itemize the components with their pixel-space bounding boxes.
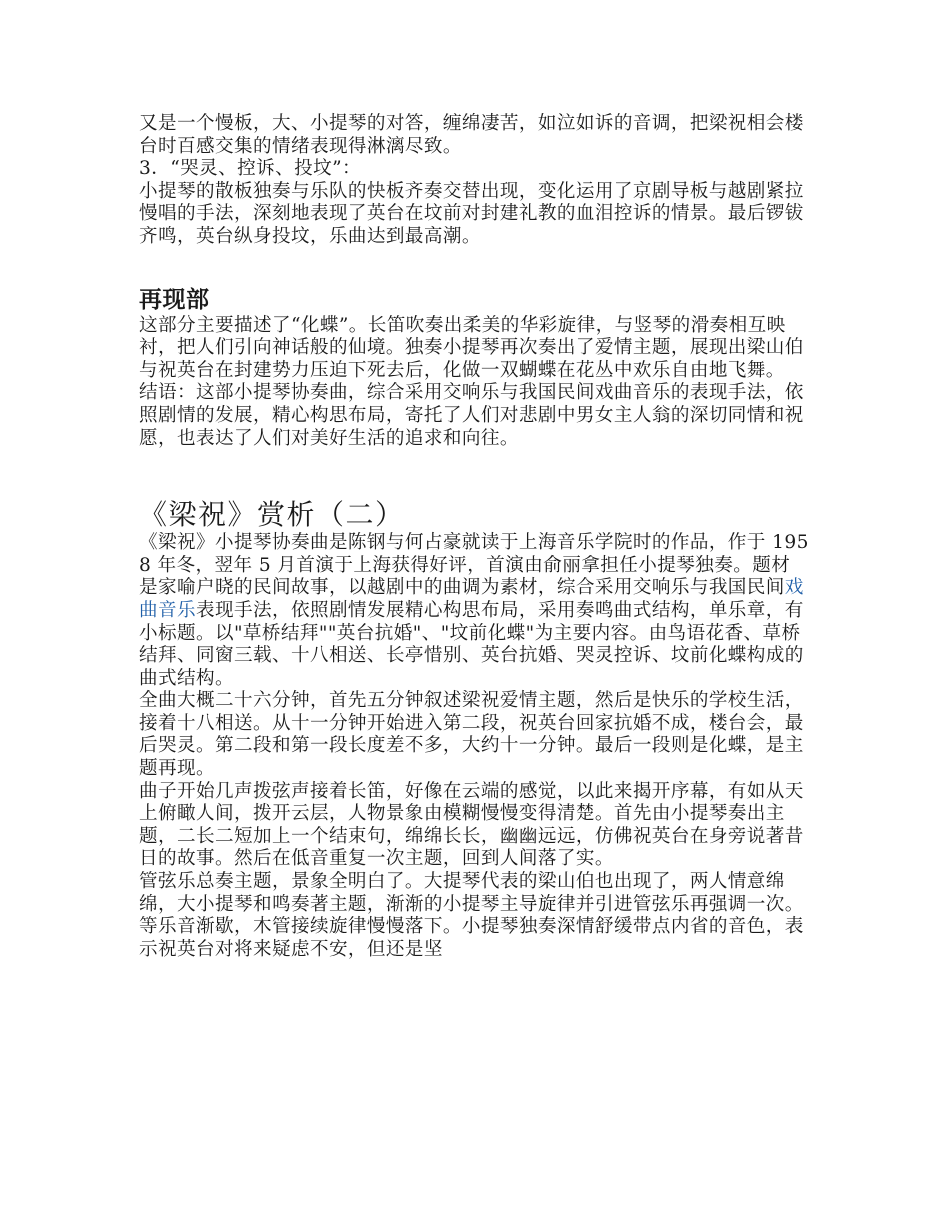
article-title: 《梁祝》赏析（二） [139,498,405,532]
paragraph-conclusion: 结语：这部小提琴协奏曲，综合采用交响乐与我国民间戏曲音乐的表现手法，依照剧情的发展，精心构思布局，寄托了人们对悲剧中男女主人翁的深切同情和祝愿，也表达了人们对美好生活的追求和向往。 [139,382,804,449]
paragraph-background-text-1: 《梁祝》小提琴协奏曲是陈钢与何占豪就读于上海音乐学院时的作品，作于 1958 年冬，翌年 5 月首演于上海获得好评，首演由俞丽拿担任小提琴独奏。题材是家喻户晓的民间故事，以越剧中的曲调为素材，综合采用交响乐与我国民间 [139,532,809,599]
spacer [139,249,809,285]
paragraph-butterfly: 这部分主要描述了“化蝶”。长笛吹奏出柔美的华彩旋律，与竖琴的滑奏相互映衬，把人们引向神话般的仙境。独奏小提琴再次奏出了爱情主题，展现出梁山伯与祝英台在封建势力压迫下死去后，化做一双蝴蝶在花丛中欢乐自由地飞舞。 [139,314,804,381]
document-page [139,113,809,961]
paragraph-slow-movement: 又是一个慢板，大、小提琴的对答，缠绵凄苦，如泣如诉的音调，把梁祝相会楼台时百感交集的情绪表现得淋漓尽致。 [139,113,804,157]
spacer [139,450,809,498]
paragraph-background [139,532,809,690]
paragraph-mourning-protest: 小提琴的散板独奏与乐队的快板齐奏交替出现，变化运用了京剧导板与越剧紧拉慢唱的手法，深刻地表现了英台在坟前对封建礼教的血泪控诉的情景。最后锣钹齐鸣，英台纵身投坟，乐曲达到最高潮。 [139,180,804,247]
item-3-heading: 3．“哭灵、控诉、投坟”： [139,158,361,180]
paragraph-background-text-2: 表现手法，依照剧情发展精心构思布局，采用奏鸣曲式结构，单乐章，有小标题。以"草桥结拜""英台抗婚"、"坟前化蝶"为主要内容。由鸟语花香、草桥结拜、同窗三载、十八相送、长亭惜别、英台抗婚、哭灵控诉、坟前化蝶构成的曲式结构。 [139,599,804,689]
paragraph-duration: 全曲大概二十六分钟，首先五分钟叙述梁祝爱情主题，然后是快乐的学校生活，接着十八相送。从十一分钟开始进入第二段，祝英台回家抗婚不成，楼台会，最后哭灵。第二段和第一段长度差不多，大约十一分钟。最后一段则是化蝶，是主题再现。 [139,690,804,780]
paragraph-opening: 曲子开始几声拨弦声接着长笛，好像在云端的感觉，以此来揭开序幕，有如从天上俯瞰人间，拨开云层，人物景象由模糊慢慢变得清楚。首先由小提琴奏出主题，二长二短加上一个结束句，绵绵长长，幽幽远远，仿佛祝英台在身旁说著昔日的故事。然后在低音重复一次主题，回到人间落了实。 [139,780,804,870]
section-heading-recapitulation: 再现部 [139,286,210,313]
paragraph-orchestra: 管弦乐总奏主题，景象全明白了。大提琴代表的梁山伯也出现了，两人情意绵绵，大小提琴和鸣奏著主题，渐渐的小提琴主导旋律并引进管弦乐再强调一次。等乐音渐歇，木管接续旋律慢慢落下。小提琴独奏深情舒缓带点内省的音色，表示祝英台对将来疑虑不安，但还是坚 [139,871,804,960]
xiqu-music-link[interactable]: 戏曲音乐 [139,577,804,621]
